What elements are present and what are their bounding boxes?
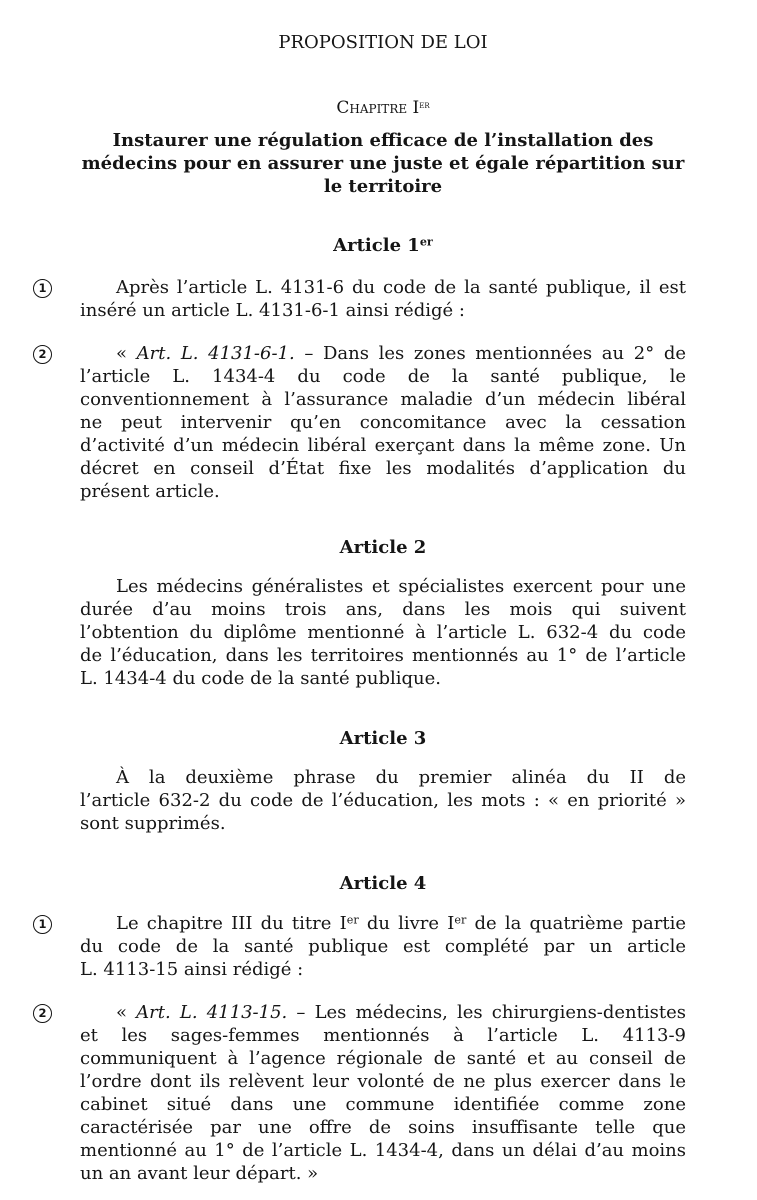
paragraph-line: sont supprimés. [80, 813, 226, 834]
paragraph-line [80, 1001, 686, 1024]
paragraph-line: un an avant leur départ. » [80, 1163, 319, 1184]
line-text: du livre I [358, 913, 455, 934]
paragraph-line: L. 4113-15 ainsi rédigé : [80, 959, 304, 980]
document-title: PROPOSITION DE LOI [278, 32, 488, 53]
line-text: – Les médecins, les chirurgiens-dentistes [287, 1002, 687, 1023]
line-text: – Dans les zones mentionnées au 2° de [294, 343, 686, 364]
paragraph-line: présent article. [80, 481, 220, 502]
paragraph-line [80, 342, 686, 365]
alinea-number-badge: 2 [33, 345, 52, 364]
paragraph-line: caractérisée par une offre de soins insuffisante telle que [80, 1117, 686, 1138]
alinea-number-badge: 1 [33, 915, 52, 934]
article-heading: Article 2 [339, 537, 427, 558]
article-3-paragraph [80, 766, 686, 835]
article-2-paragraph [80, 575, 686, 690]
article-heading [80, 234, 686, 257]
paragraph-line: L. 1434-4 du code de la santé publique. [80, 668, 442, 689]
article-heading: Article 4 [339, 873, 427, 894]
paragraph-line: et les sages-femmes mentionnés à l’article L. 4113-9 [80, 1025, 686, 1046]
quote-open: « [116, 343, 137, 364]
paragraph-line: du code de la santé publique est complété par un article [80, 936, 686, 957]
paragraph-line: décret en conseil d’État fixe les modalités d’application du [80, 458, 686, 479]
paragraph-line: durée d’au moins trois ans, dans les mois qui suivent [80, 599, 686, 620]
paragraph-line: communiquent à l’agence régionale de santé et au conseil de [80, 1048, 686, 1069]
paragraph-line: conventionnement à l’assurance maladie d’un médecin libéral [80, 389, 686, 410]
alinea-number-badge: 1 [33, 279, 52, 298]
article-reference: Art. L. 4131-6-1. [136, 343, 295, 364]
paragraph-line: l’article L. 1434-4 du code de la santé publique, le [80, 366, 686, 387]
article-reference: Art. L. 4113-15. [136, 1002, 288, 1023]
article-1-alinea-1 [38, 276, 686, 322]
paragraph-line: l’ordre dont ils relèvent leur volonté de ne plus exercer dans le [80, 1071, 686, 1092]
chapter-title [80, 129, 686, 198]
superscript-ordinal: er [454, 913, 467, 927]
paragraph-line: d’activité d’un médecin libéral exerçant dans la même zone. Un [80, 435, 686, 456]
chapter-title-line: le territoire [323, 176, 443, 197]
article-heading-text: Article 1 [333, 235, 420, 256]
paragraph-line: ne peut intervenir qu’en concomitance avec la cessation [80, 412, 686, 433]
paragraph-line [80, 912, 686, 935]
chapter-label [80, 97, 686, 120]
paragraph-line: l’obtention du diplôme mentionné à l’article L. 632-4 du code [80, 622, 686, 643]
paragraph-line: Les médecins généralistes et spécialistes exercent pour une [116, 576, 686, 597]
article-4-alinea-2 [38, 1001, 687, 1185]
paragraph-line: de l’éducation, dans les territoires mentionnés au 1° de l’article [80, 645, 686, 666]
article-heading: Article 3 [339, 728, 427, 749]
paragraph-line: l’article 632-2 du code de l’éducation, les mots : « en priorité » [80, 790, 686, 811]
quote-open: « [116, 1002, 137, 1023]
chapter-title-line: Instaurer une régulation efficace de l’installation des [112, 130, 654, 151]
paragraph-line: Après l’article L. 4131-6 du code de la santé publique, il est [116, 277, 686, 298]
chapter-label-superscript: er [419, 98, 430, 111]
paragraph-line: À la deuxième phrase du premier alinéa du II de [116, 767, 686, 788]
line-text: de la quatrième partie [466, 913, 686, 934]
chapter-title-line: médecins pour en assurer une juste et égale répartition sur [81, 153, 685, 174]
line-text: Le chapitre III du titre I [116, 913, 347, 934]
article-1-alinea-2 [38, 342, 686, 503]
chapter-label-text: Chapitre I [336, 98, 420, 118]
paragraph-line: cabinet situé dans une commune identifiée comme zone [80, 1094, 686, 1115]
superscript-ordinal: er [346, 913, 359, 927]
paragraph-line: mentionné au 1° de l’article L. 1434-4, dans un délai d’au moins [80, 1140, 686, 1161]
article-heading-superscript: er [419, 235, 433, 249]
alinea-number-badge: 2 [33, 1004, 52, 1023]
paragraph-line: inséré un article L. 4131-6-1 ainsi rédigé : [80, 300, 465, 321]
article-4-alinea-1 [38, 912, 686, 981]
